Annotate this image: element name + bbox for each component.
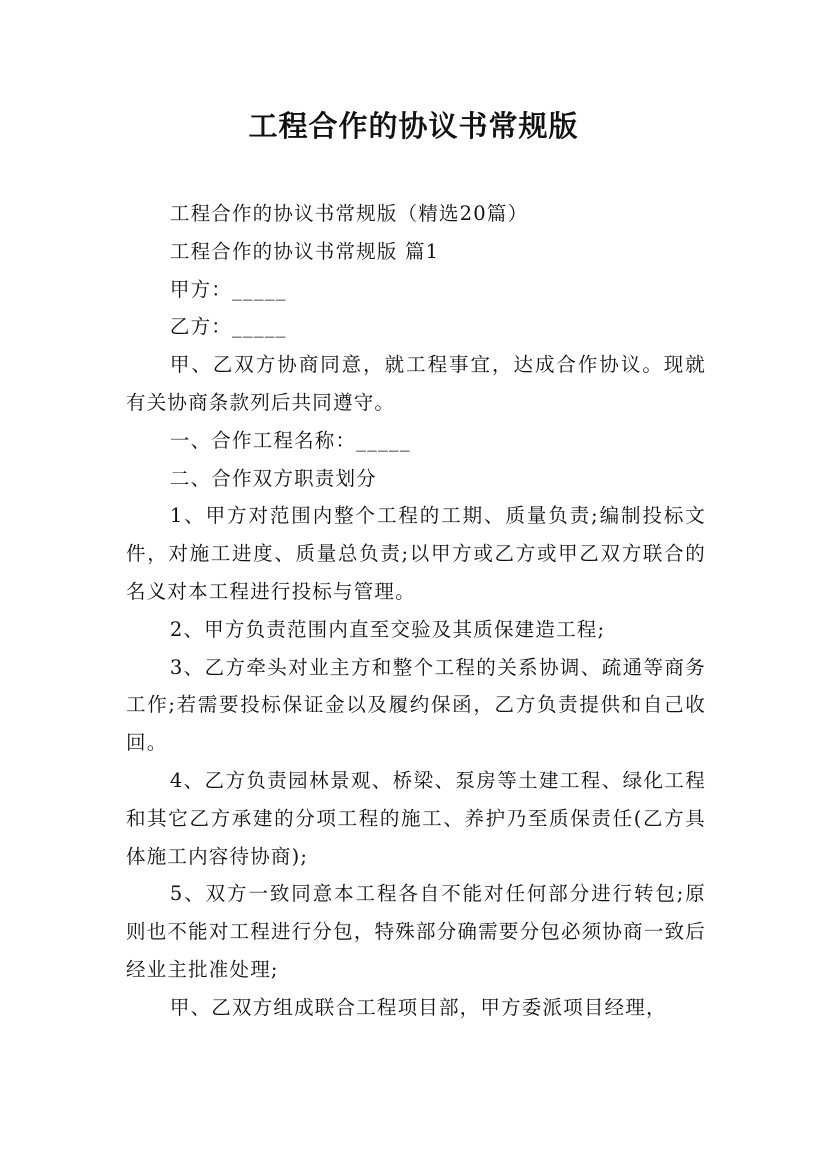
paragraph-clause-1: 1、甲方对范围内整个工程的工期、质量负责;编制投标文件，对施工进度、质量总负责;以甲方或乙方或甲乙双方联合的名义对本工程进行投标与管理。 <box>126 504 706 603</box>
paragraph-subtitle: 工程合作的协议书常规版（精选20篇） <box>169 202 529 225</box>
document-body <box>126 195 706 1027</box>
paragraph-section-heading: 工程合作的协议书常规版 篇1 <box>169 239 440 263</box>
paragraph-clause-3: 3、乙方牵头对业主方和整个工程的关系协调、疏通等商务工作;若需要投标保证金以及履约保函，乙方负责提供和自己收回。 <box>126 655 706 755</box>
paragraph-responsibilities-heading: 二、合作双方职责划分 <box>169 466 377 490</box>
paragraph-project-name: 一、合作工程名称：_____ <box>169 428 411 452</box>
paragraph-clause-2: 2、甲方负责范围内直至交验及其质保建造工程; <box>169 617 606 641</box>
paragraph-clause-5: 5、双方一致同意本工程各自不能对任何部分进行转包;原则也不能对工程进行分包，特殊部分确需要分包必须协商一致后经业主批准处理; <box>126 882 706 981</box>
paragraph-clause-4: 4、乙方负责园林景观、桥梁、泵房等土建工程、绿化工程和其它乙方承建的分项工程的施工、养护乃至质保责任(乙方具体施工内容待协商); <box>126 768 706 868</box>
paragraph-party-a: 甲方：_____ <box>169 277 287 301</box>
document-title: 工程合作的协议书常规版 <box>248 109 579 143</box>
paragraph-joint-project: 甲、乙双方组成联合工程项目部，甲方委派项目经理， <box>169 995 667 1019</box>
paragraph-party-b: 乙方：_____ <box>169 315 287 339</box>
paragraph-intro: 甲、乙双方协商同意，就工程事宜，达成合作协议。现就有关协商条款列后共同遵守。 <box>126 353 706 414</box>
